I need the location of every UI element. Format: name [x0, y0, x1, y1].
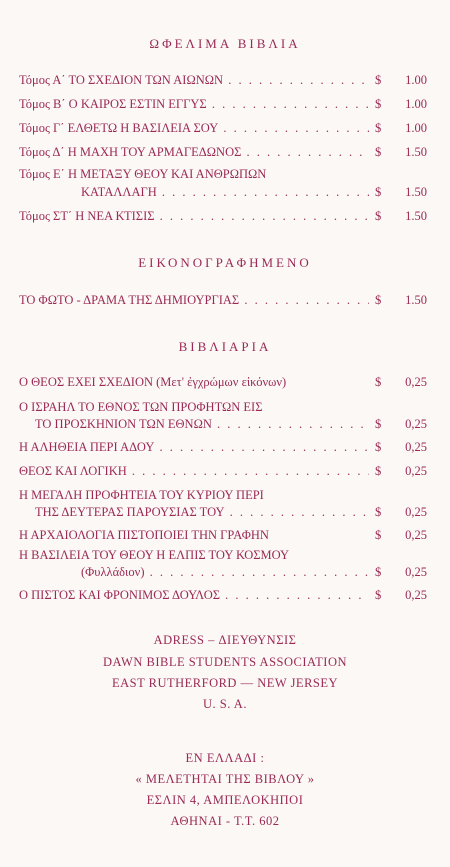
list-item: Τόμος Ε΄ Η ΜΕΤΑΞΥ ΘΕΟΥ ΚΑΙ ΑΝΘΡΩΠΩΝ: [19, 167, 267, 181]
list-item: Η ΑΛΗΘΕΙΑ ΠΕΡΙ ΑΔΟΥ . . . $ 0,25: [19, 439, 427, 455]
list-item: Ο ΘΕΟΣ ΕΧΕΙ ΣΧΕΔΙΟΝ (Μετ' ἐγχρώμων εἰκόνων) $ 0,25: [19, 375, 427, 389]
list-item: Τόμος Δ΄ Η ΜΑΧΗ ΤΟΥ ΑΡΜΑΓΕΔΩΝΟΣ . . . $ 1.50: [19, 144, 427, 160]
list-item-continuation: ΚΑΤΑΛΛΑΓΗ . . . $ 1.50: [19, 184, 427, 200]
list-item: ΘΕΟΣ ΚΑΙ ΛΟΓΙΚΗ . . . $ 0,25: [19, 463, 427, 479]
list-item-continuation: (Φυλλάδιον) . . . $ 0,25: [19, 564, 427, 580]
list-item: Ο ΠΙΣΤΟΣ ΚΑΙ ΦΡΟΝΙΜΟΣ ΔΟΥΛΟΣ . . . $ 0,25: [19, 587, 427, 603]
address-gr-line: ΕΣΛΙΝ 4, ΑΜΠΕΛΟΚΗΠΟΙ: [146, 793, 304, 807]
section-heading-illustrated: ΕΙΚΟΝΟΓΡΑΦΗΜΕΝΟ: [138, 255, 312, 270]
address-gr-line: ΕΝ ΕΛΛΑΔΙ :: [185, 751, 265, 765]
list-item: Τόμος Β΄ Ο ΚΑΙΡΟΣ ΕΣΤΙΝ ΕΓΓΥΣ . . . $ 1.00: [19, 96, 427, 112]
address-us-line: EAST RUTHERFORD — NEW JERSEY: [111, 676, 339, 690]
list-item: ΤΟ ΦΩΤΟ - ΔΡΑΜΑ ΤΗΣ ΔΗΜΙΟΥΡΓΙΑΣ . . . $ 1.50: [19, 292, 427, 308]
list-item: Τόμος Α΄ ΤΟ ΣΧΕΔΙΟΝ ΤΩΝ ΑΙΩΝΩΝ . . . $ 1.00: [19, 72, 427, 88]
list-item: Η ΑΡΧΑΙΟΛΟΓΙΑ ΠΙΣΤΟΠΟΙΕΙ ΤΗΝ ΓΡΑΦΗΝ $ 0,25: [19, 528, 427, 542]
list-item: Ο ΙΣΡΑΗΛ ΤΟ ΕΘΝΟΣ ΤΩΝ ΠΡΟΦΗΤΩΝ ΕΙΣ: [19, 400, 263, 414]
list-item-continuation: ΤΟ ΠΡΟΣΚΗΝΙΟΝ ΤΩΝ ΕΘΝΩΝ . . . $ 0,25: [19, 416, 427, 432]
address-us-line: U. S. A.: [203, 697, 247, 711]
address-gr-line: ΑΘΗΝΑΙ - Τ.Τ. 602: [170, 814, 280, 828]
list-item: Τόμος Γ΄ ΕΛΘΕΤΩ Η ΒΑΣΙΛΕΙΑ ΣΟΥ . . . $ 1.00: [19, 120, 427, 136]
list-item: Η ΒΑΣΙΛΕΙΑ ΤΟΥ ΘΕΟΥ Η ΕΛΠΙΣ ΤΟΥ ΚΟΣΜΟΥ: [19, 548, 290, 562]
section-heading-booklets: ΒΙΒΛΙΑΡΙΑ: [178, 339, 272, 354]
section-heading-books: ΩΦΕΛΙΜΑ ΒΙΒΛΙΑ: [149, 36, 301, 51]
address-gr-line: « ΜΕΛΕΤΗΤΑΙ ΤΗΣ ΒΙΒΛΟΥ »: [135, 772, 315, 786]
list-item: Τόμος ΣΤ΄ Η ΝΕΑ ΚΤΙΣΙΣ . . . $ 1.50: [19, 208, 427, 224]
list-item-continuation: ΤΗΣ ΔΕΥΤΕΡΑΣ ΠΑΡΟΥΣΙΑΣ ΤΟΥ . . . $ 0,25: [19, 504, 427, 520]
list-item: Η ΜΕΓΑΛΗ ΠΡΟΦΗΤΕΙΑ ΤΟΥ ΚΥΡΙΟΥ ΠΕΡΙ: [19, 488, 264, 502]
address-us-line: ADRESS – ΔΙΕΥΘΥΝΣΙΣ: [153, 633, 297, 647]
address-us-line: DAWN BIBLE STUDENTS ASSOCIATION: [102, 655, 347, 669]
